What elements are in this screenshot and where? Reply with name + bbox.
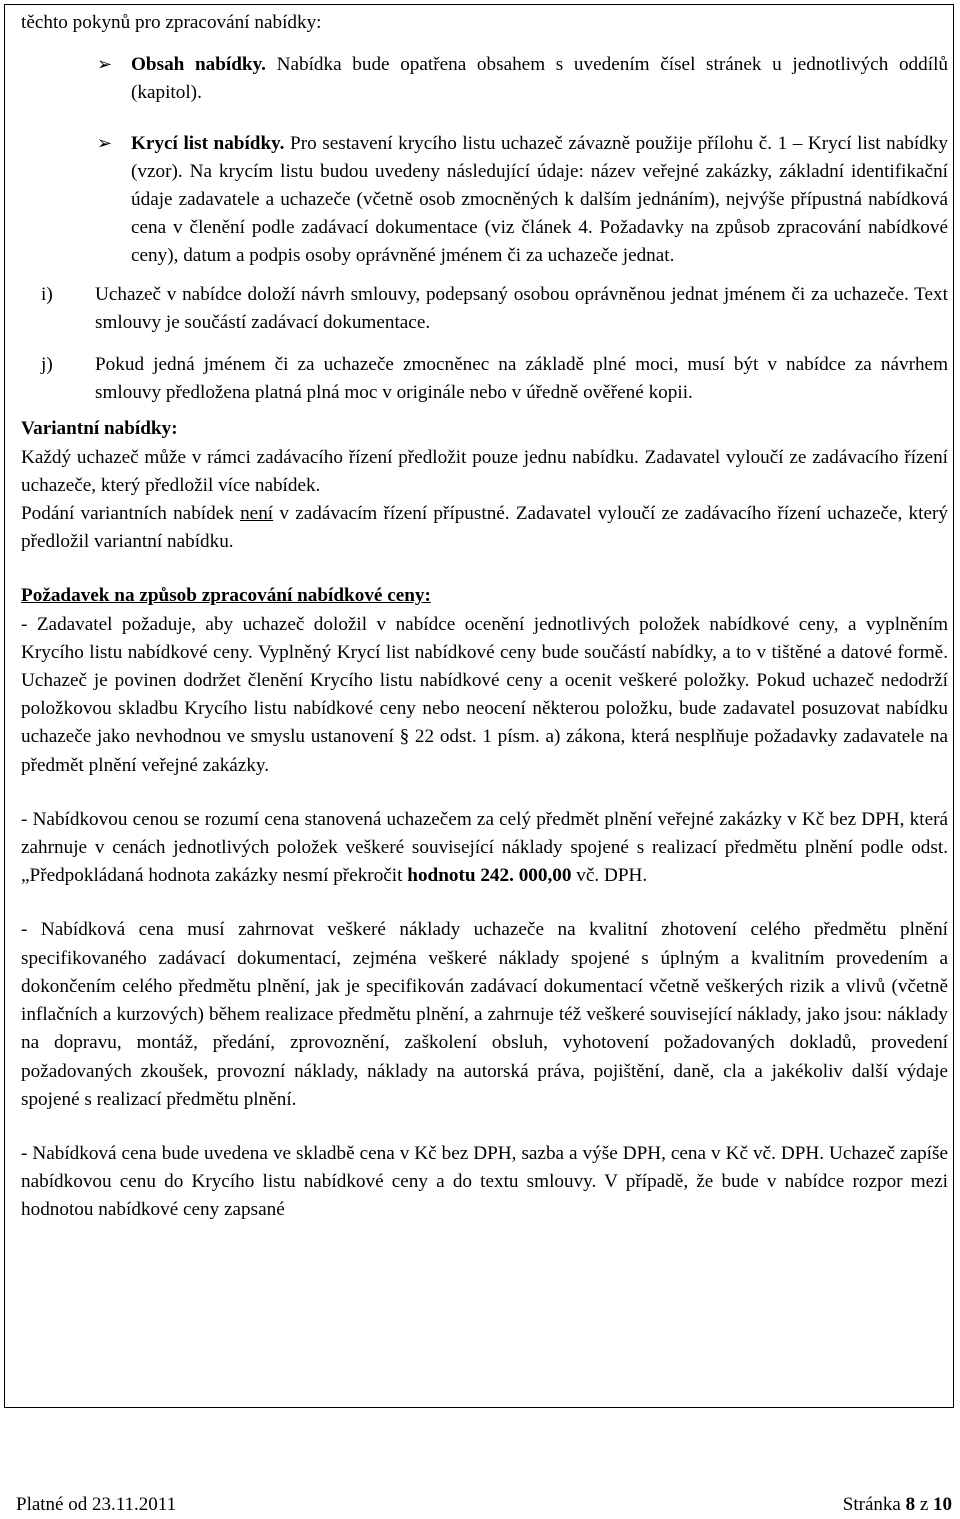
bullet-obsah xyxy=(21,51,948,107)
bullet-title: Krycí list nabídky. xyxy=(131,132,285,154)
price-paragraph-3: - Nabídková cena musí zahrnovat veškeré náklady uchazeče na kvalitní zhotovení celého předmětu plnění specifikovaného zadávací dokumentací, zejména veškeré náklady spojené s úplným a kvalitním provedením a dokončením celého předmětu plnění, jak je specifikován zadávací dokumentací včetně veškerých rizik a vlivů (včetně inflačních a kurzových) během realizace předmětu plnění, a zahrnuje též veškeré související náklady, jako jsou: náklady na dopravu, montáž, předání, zprovoznění, zaškolení obsluh, vyhotovení požadovaných dokladů, provedení požadovaných zkoušek, provozní náklady, náklady na autorská práva, pojištění, daně, cla a jakékoliv další výdaje spojené s realizací předmětu plnění. xyxy=(21,919,948,1110)
arrow-bullet-icon: ➢ xyxy=(97,132,113,154)
arrow-bullet-icon: ➢ xyxy=(97,54,113,76)
price-paragraph-2 xyxy=(21,806,948,891)
item-text: Uchazeč v nabídce doloží návrh smlouvy, podepsaný osobou oprávněnou jednat jménem či za uchazeče. Text smlouvy je součástí zadávací dokumentace. xyxy=(95,283,948,333)
variant-heading: Variantní nabídky: xyxy=(21,418,178,440)
bullet-title: Obsah nabídky. xyxy=(131,54,266,76)
underlined-word: není xyxy=(240,503,274,525)
variant-paragraph-1: Každý uchazeč může v rámci zadávacího řízení předložit pouze jednu nabídku. Zadavatel vyloučí ze zadávacího řízení uchazeče, který předložil více nabídek. xyxy=(21,446,948,496)
item-marker: i) xyxy=(41,283,53,305)
bullet-text xyxy=(131,51,948,107)
footer-valid-from: Platné od 23.11.2011 xyxy=(16,1494,177,1515)
intro-line: těchto pokynů pro zpracování nabídky: xyxy=(21,12,322,33)
bullet-body: Pro sestavení krycího listu uchazeč závazně použije přílohu č. 1 – Krycí list nabídky (vzor). Na krycím listu budou uvedeny následující údaje: název veřejné zakázky, základní identifikační údaje zadavatele a uchazeče (včetně osob zmocněných k dalším jednáním), nejvýše přípustná nabídková cena v členění podle zadávací dokumentace (viz článek 4. Požadavky na způsob zpracování nabídkové ceny), datum a podpis osoby oprávněné jménem či za uchazeče jednat. xyxy=(131,132,948,267)
item-marker: j) xyxy=(41,354,53,376)
page-frame xyxy=(4,4,954,1408)
price-heading: Požadavek na způsob zpracování nabídkové ceny: xyxy=(21,585,431,607)
total-pages: 10 xyxy=(933,1494,952,1515)
item-j xyxy=(21,351,948,407)
item-text: Pokud jedná jménem či za uchazeče zmocněnec na základě plné moci, musí být v nabídce za návrhem smlouvy předložena platná plná moc v originále nebo v úředně ověřené kopii. xyxy=(95,354,948,404)
price-paragraph-1: - Zadavatel požaduje, aby uchazeč doložil v nabídce ocenění jednotlivých položek nabídkové ceny, a vyplněním Krycího listu nabídkové ceny. Vyplněný Krycí list nabídkové ceny bude součástí nabídky, a to v tištěné a datové formě. Uchazeč je povinen dodržet členění Krycího listu nabídkové ceny a ocenit veškeré položky. Pokud uchazeč nedodrží položkovou skladbu Krycího listu nabídkové ceny nebo neocení některou položku, bude zadavatel posuzovat nabídku uchazeče jako nevhodnou ve smyslu ustanovení § 22 odst. 1 písm. a) zákona, která nesplňuje požadavky zadavatele na předmět plnění veřejné zakázky. xyxy=(21,613,948,776)
text-run: z xyxy=(915,1494,933,1515)
text-run: - Nabídkovou cenou se rozumí cena stanovená uchazečem za celý předmět plnění veřejné zakázky v Kč bez DPH, která zahrnuje v cenách jednotlivých položek veškeré související náklady spojené s realizací předmětu plnění podle odst. „Předpokládaná hodnota zakázky nesmí překročit xyxy=(21,808,948,887)
text-run: v zadávacím řízení přípustné. Zadavatel vyloučí ze zadávacího řízení uchazeče, který předložil variantní nabídku. xyxy=(21,503,948,553)
footer-page-number xyxy=(843,1494,952,1516)
text-run: vč. DPH. xyxy=(571,865,648,887)
variant-paragraph-2 xyxy=(21,500,948,556)
bullet-kryci-list xyxy=(21,130,948,271)
bullet-text xyxy=(131,130,948,271)
price-value: hodnotu 242. 000,00 xyxy=(407,865,572,887)
document-body xyxy=(21,9,948,1225)
price-paragraph-4: - Nabídková cena bude uvedena ve skladbě cena v Kč bez DPH, sazba a výše DPH, cena v Kč vč. DPH. Uchazeč zapíše nabídkovou cenu do Krycího listu nabídkové ceny a do textu smlouvy. V případě, že bude v nabídce rozpor mezi hodnotou nabídkové ceny zapsané xyxy=(21,1142,948,1221)
item-i xyxy=(21,281,948,337)
text-run: Podání variantních nabídek xyxy=(21,503,241,525)
text-run: Stránka xyxy=(842,1494,906,1515)
current-page: 8 xyxy=(905,1494,916,1515)
bullet-body: Nabídka bude opatřena obsahem s uvedením čísel stránek u jednotlivých oddílů (kapitol). xyxy=(131,54,948,104)
